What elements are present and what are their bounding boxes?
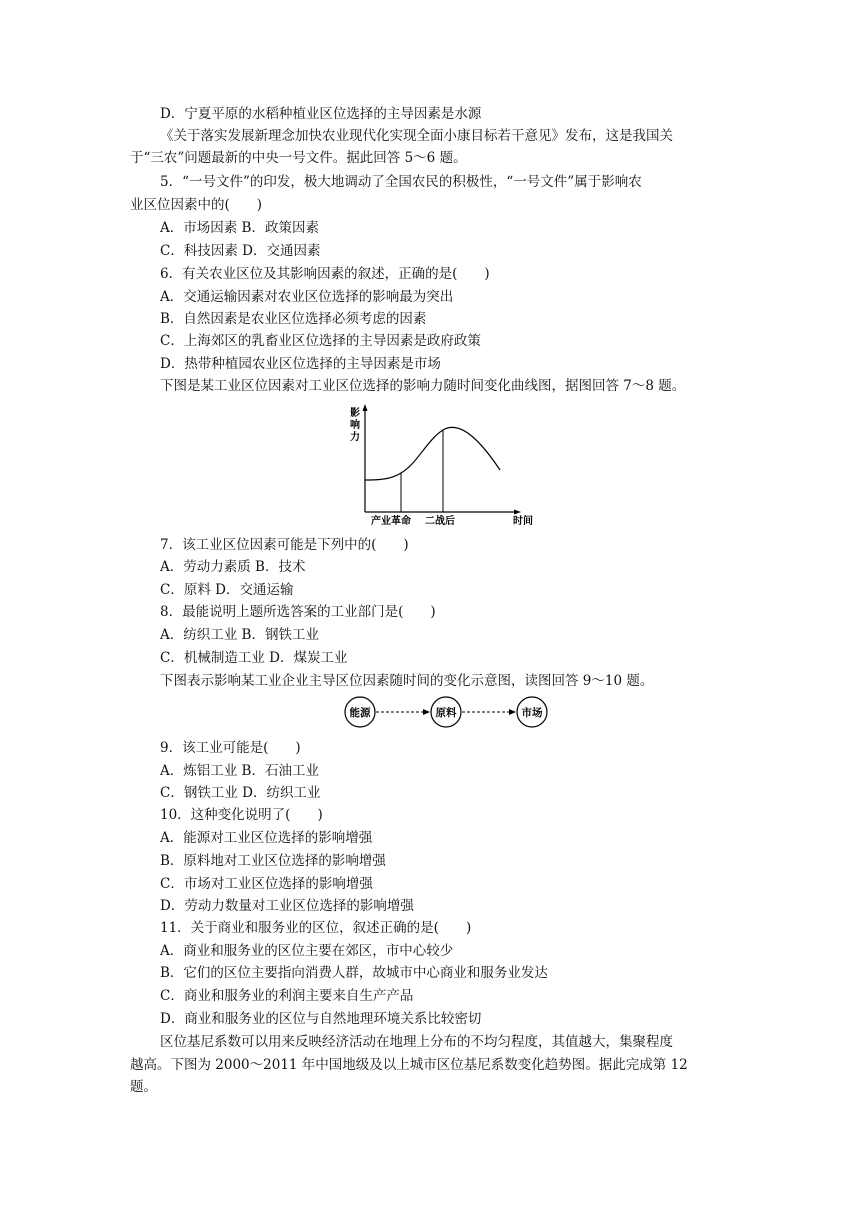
option-line: A．市场因素 B．政策因素 — [160, 220, 319, 236]
option-line: D．热带种植园农业区位选择的主导因素是市场 — [160, 356, 441, 372]
influence-curve-figure — [345, 400, 545, 530]
option-line: C．市场对工业区位选择的影响增强 — [160, 876, 373, 892]
question-9: 9．该工业可能是( ) — [160, 740, 301, 756]
option-line: B．它们的区位主要指向消费人群，故城市中心商业和服务业发达 — [160, 965, 548, 981]
text-line: 区位基尼系数可以用来反映经济活动在地理上分布的不均匀程度，其值越大，集聚程度 — [160, 1034, 673, 1050]
tick-post-war: 二战后 — [425, 516, 455, 527]
question-11: 11．关于商业和服务业的区位，叙述正确的是( ) — [160, 920, 472, 936]
option-line: C．上海郊区的乳畜业区位选择的主导因素是政府政策 — [160, 333, 481, 349]
option-line: B．自然因素是农业区位选择必须考虑的因素 — [160, 311, 427, 327]
option-line: A．炼铝工业 B．石油工业 — [160, 763, 319, 779]
option-line: C．机械制造工业 D．煤炭工业 — [160, 650, 348, 666]
flow-arrowhead-1 — [423, 709, 430, 715]
option-line: D．商业和服务业的区位与自然地理环境关系比较密切 — [160, 1011, 482, 1027]
text-line: 《关于落实发展新理念加快农业现代化实现全面小康目标若干意见》发布，这是我国关 — [160, 128, 673, 144]
tick-industrial-revolution: 产业革命 — [371, 516, 411, 527]
option-line: C．科技因素 D．交通因素 — [160, 243, 321, 259]
option-line: C．商业和服务业的利润主要来自生产产品 — [160, 988, 414, 1004]
text-line: 下图是某工业区位因素对工业区位选择的影响力随时间变化曲线图，据图回答 7～8 题。 — [160, 378, 686, 394]
option-line: B．原料地对工业区位选择的影响增强 — [160, 853, 386, 869]
y-axis-label: 影 响 力 — [350, 408, 360, 443]
factor-flow-figure — [338, 695, 558, 729]
option-line: A．商业和服务业的区位主要在郊区，市中心较少 — [160, 943, 454, 959]
node-energy-label: 能源 — [349, 707, 371, 719]
text-line: 题。 — [130, 1079, 157, 1095]
option-line: A．劳动力素质 B．技术 — [160, 559, 306, 575]
text-line: D．宁夏平原的水稻种植业区位选择的主导因素是水源 — [160, 106, 482, 122]
x-axis-arrow — [514, 510, 521, 515]
text-line: 越高。下图为 2000～2011 年中国地级及以上城市区位基尼系数变化趋势图。据此完成第 12 — [130, 1057, 688, 1073]
text-line: 业区位因素中的( ) — [130, 197, 263, 213]
text-line: 下图表示影响某工业企业主导区位因素随时间的变化示意图，读图回答 9～10 题。 — [160, 673, 654, 689]
flow-arrowhead-2 — [509, 709, 516, 715]
node-raw-material-label: 原料 — [435, 707, 457, 719]
option-line: C．原料 D．交通运输 — [160, 582, 294, 598]
x-axis-label: 时间 — [513, 516, 533, 527]
node-market-label: 市场 — [521, 707, 543, 719]
question-5: 5．“一号文件”的印发，极大地调动了全国农民的积极性，“一号文件”属于影响农 — [160, 174, 642, 190]
option-line: A．纺织工业 B．钢铁工业 — [160, 627, 319, 643]
question-6: 6．有关农业区位及其影响因素的叙述，正确的是( ) — [160, 266, 490, 282]
influence-curve — [365, 427, 500, 480]
option-line: D．劳动力数量对工业区位选择的影响增强 — [160, 898, 414, 914]
question-8: 8．最能说明上题所选答案的工业部门是( ) — [160, 604, 436, 620]
question-7: 7．该工业区位因素可能是下列中的( ) — [160, 537, 409, 553]
text-line: 于“三农”问题最新的中央一号文件。据此回答 5～6 题。 — [130, 150, 467, 166]
option-line: C．钢铁工业 D．纺织工业 — [160, 785, 321, 801]
question-10: 10．这种变化说明了( ) — [160, 807, 323, 823]
option-line: A．能源对工业区位选择的影响增强 — [160, 830, 373, 846]
option-line: A．交通运输因素对农业区位选择的影响最为突出 — [160, 289, 454, 305]
